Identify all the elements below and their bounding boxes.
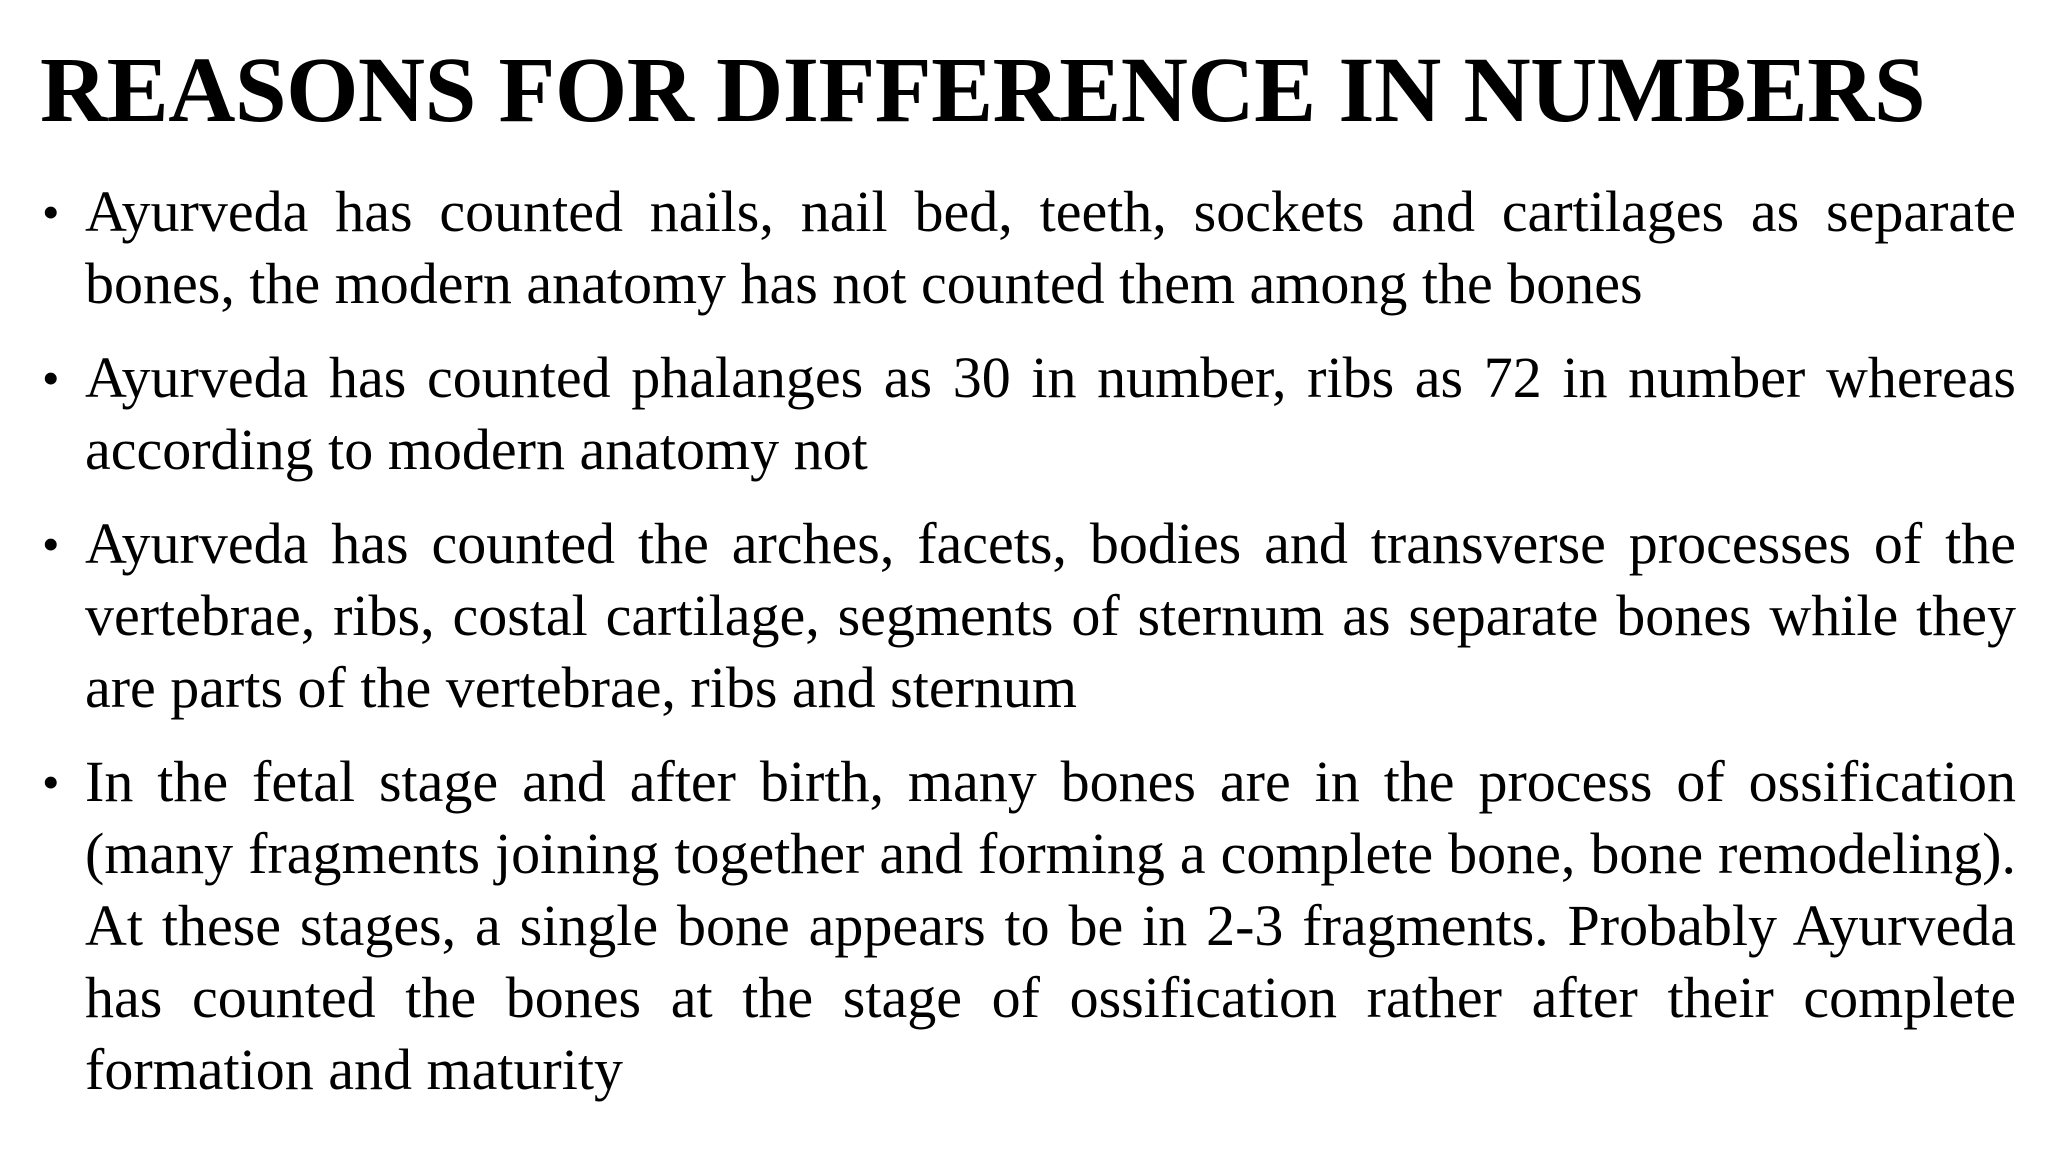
bullet-text: In the fetal stage and after birth, many bones are in the process of ossification (many fragments joining together and forming a complete bone, bone remodeling). At these stages, a single bone appears to be in 2-3 fragments. Probably Ayurveda has counted the bones at the stage of ossification rather after their complete formation and maturity (85, 749, 2016, 1102)
bullet-item (38, 508, 2016, 724)
bullet-text: Ayurveda has counted phalanges as 30 in number, ribs as 72 in number whereas according to modern anatomy not (85, 345, 2016, 482)
bullet-dot-icon: • (42, 184, 60, 240)
bullet-dot-icon: • (42, 754, 60, 810)
bullet-dot-icon: • (42, 350, 60, 406)
bullet-list (38, 176, 2016, 1128)
bullet-dot-icon: • (42, 516, 60, 572)
bullet-item (38, 176, 2016, 320)
bullet-text: Ayurveda has counted the arches, facets, bodies and transverse processes of the vertebrae, ribs, costal cartilage, segments of sternum as separate bones while they are parts of the vertebrae, ribs and sternum (85, 511, 2016, 720)
bullet-item (38, 342, 2016, 486)
slide-title: REASONS FOR DIFFERENCE IN NUMBERS (40, 39, 1926, 142)
bullet-item (38, 746, 2016, 1106)
bullet-text: Ayurveda has counted nails, nail bed, teeth, sockets and cartilages as separate bones, the modern anatomy has not counted them among the bones (85, 179, 2016, 316)
